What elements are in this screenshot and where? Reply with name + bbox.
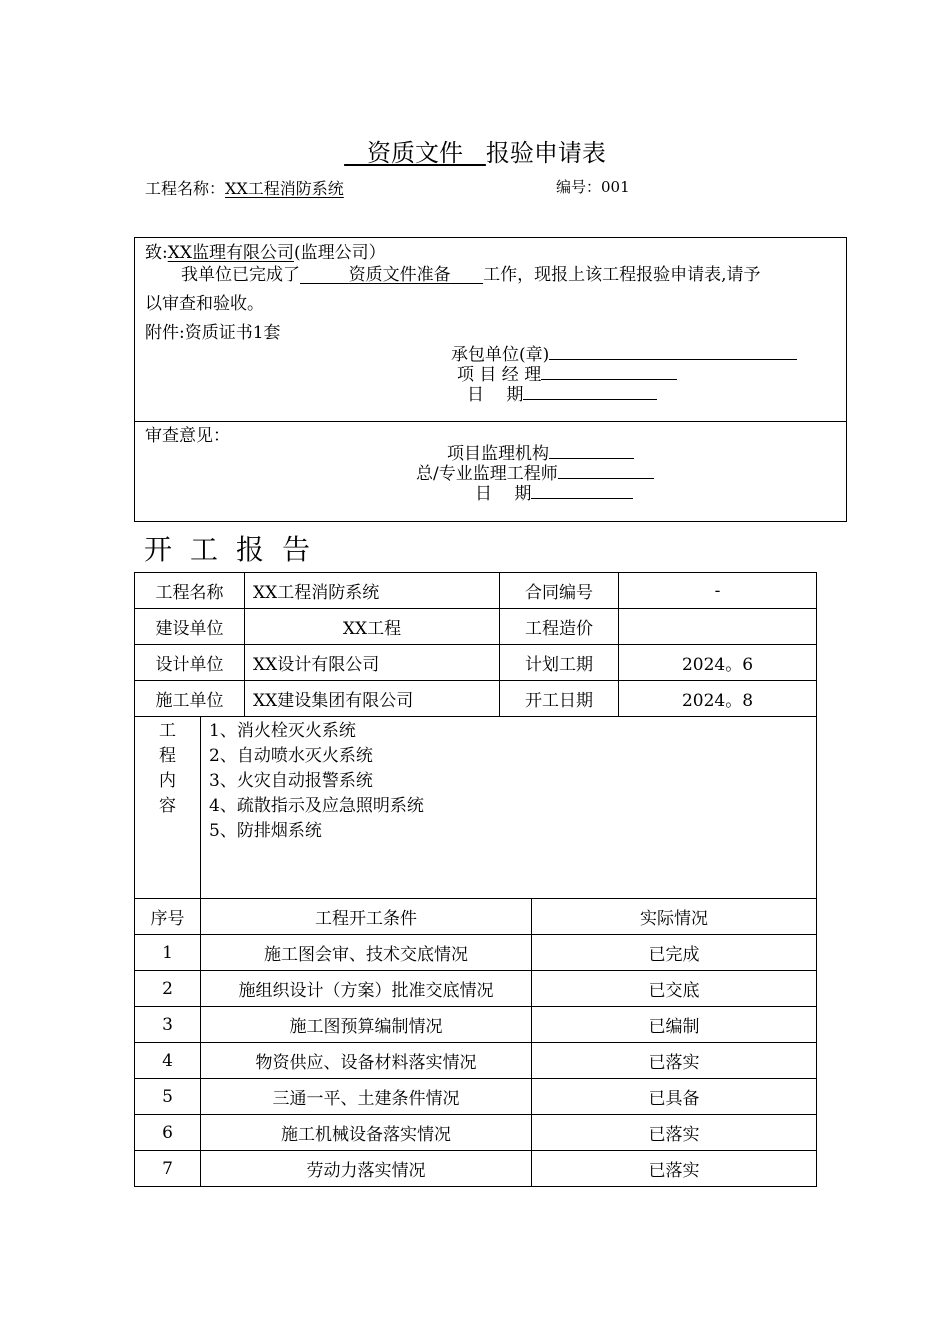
project-name-row <box>145 176 344 199</box>
header-no: 序号 <box>135 899 201 935</box>
row-no: 4 <box>135 1043 201 1079</box>
info-row <box>135 573 817 609</box>
review-date-row <box>475 479 633 504</box>
row-no: 1 <box>135 935 201 971</box>
conditions-header-row <box>135 899 817 935</box>
row-status: 已落实 <box>532 1115 817 1151</box>
info-row <box>135 645 817 681</box>
report-title: 开工报告 <box>144 533 329 566</box>
title-suffix: 报验申请表 <box>485 139 606 167</box>
info-value: 2024。6 <box>619 645 817 681</box>
info-label: 合同编号 <box>500 573 619 609</box>
content-label-char: 程 <box>159 746 176 766</box>
info-value: XX设计有限公司 <box>245 645 500 681</box>
date-row <box>467 380 657 405</box>
row-condition: 三通一平、土建条件情况 <box>201 1079 532 1115</box>
serial-value: 001 <box>601 178 630 196</box>
supervision-org-line <box>549 442 634 459</box>
pm-label: 项 目 经 理 <box>457 365 542 385</box>
info-row <box>135 609 817 645</box>
application-box <box>134 237 847 422</box>
info-value: XX工程消防系统 <box>245 573 500 609</box>
table-row <box>135 1115 817 1151</box>
review-box <box>134 421 847 522</box>
content-row <box>135 717 817 899</box>
content-item: 4、疏散指示及应急照明系统 <box>209 796 424 816</box>
attachment: 附件:资质证书1套 <box>145 323 281 343</box>
content-label-char: 容 <box>159 796 176 816</box>
row-status: 已具备 <box>532 1079 817 1115</box>
row-status: 已落实 <box>532 1151 817 1187</box>
content-label-char: 内 <box>159 771 176 791</box>
table-row <box>135 971 817 1007</box>
contractor-signature-line <box>549 343 797 360</box>
row-no: 3 <box>135 1007 201 1043</box>
body-suffix: 工作，现报上该工程报验申请表,请予 <box>483 265 761 285</box>
project-name-value: XX工程消防系统 <box>225 179 344 198</box>
content-list <box>201 717 817 899</box>
info-label: 设计单位 <box>135 645 245 681</box>
info-value <box>619 609 817 645</box>
application-title <box>0 133 950 168</box>
review-date-line <box>531 482 633 499</box>
content-label-char: 工 <box>159 721 176 741</box>
table-row <box>135 1007 817 1043</box>
report-conditions-table <box>134 716 817 1187</box>
info-label: 计划工期 <box>500 645 619 681</box>
content-item: 1、消火栓灭火系统 <box>209 721 356 741</box>
info-value: XX工程 <box>245 609 500 645</box>
content-item: 3、火灾自动报警系统 <box>209 771 373 791</box>
header-status: 实际情况 <box>532 899 817 935</box>
pm-signature-line <box>541 363 677 380</box>
content-item: 2、自动喷水灭火系统 <box>209 746 373 766</box>
info-label: 工程名称 <box>135 573 245 609</box>
engineer-label: 总/专业监理工程师 <box>416 464 558 484</box>
info-value: 2024。8 <box>619 681 817 717</box>
contractor-label: 承包单位(章) <box>451 345 550 365</box>
content-item: 5、防排烟系统 <box>209 821 322 841</box>
to-suffix: (监理公司） <box>293 243 386 263</box>
serial-label: 编号： <box>556 178 602 196</box>
row-no: 5 <box>135 1079 201 1115</box>
info-value: - <box>619 573 817 609</box>
review-date-label: 日 期 <box>475 484 532 504</box>
to-value: XX监理有限公司 <box>167 243 294 263</box>
row-status: 已编制 <box>532 1007 817 1043</box>
review-label: 审查意见： <box>145 426 230 446</box>
project-name-label: 工程名称： <box>145 179 226 198</box>
row-no: 6 <box>135 1115 201 1151</box>
row-condition: 施工图会审、技术交底情况 <box>201 935 532 971</box>
info-value: XX建设集团有限公司 <box>245 681 500 717</box>
body-item: 资质文件准备 <box>348 265 451 285</box>
body-line-1 <box>181 260 760 285</box>
table-row <box>135 935 817 971</box>
content-label <box>135 717 201 899</box>
row-no: 2 <box>135 971 201 1007</box>
body-line-2: 以审查和验收。 <box>145 294 264 314</box>
info-label: 施工单位 <box>135 681 245 717</box>
serial-number <box>556 176 630 197</box>
header-condition: 工程开工条件 <box>201 899 532 935</box>
row-status: 已完成 <box>532 935 817 971</box>
row-status: 已落实 <box>532 1043 817 1079</box>
row-status: 已交底 <box>532 971 817 1007</box>
date-line <box>523 383 657 400</box>
row-condition: 劳动力落实情况 <box>201 1151 532 1187</box>
title-prefix: 资质文件 <box>367 139 463 167</box>
engineer-line <box>558 462 654 479</box>
row-condition: 施工机械设备落实情况 <box>201 1115 532 1151</box>
info-label: 建设单位 <box>135 609 245 645</box>
report-info-table <box>134 572 817 717</box>
row-condition: 施工图预算编制情况 <box>201 1007 532 1043</box>
body-prefix: 我单位已完成了 <box>181 265 300 285</box>
row-condition: 施组织设计（方案）批准交底情况 <box>201 971 532 1007</box>
supervision-org-label: 项目监理机构 <box>447 444 549 464</box>
row-no: 7 <box>135 1151 201 1187</box>
row-condition: 物资供应、设备材料落实情况 <box>201 1043 532 1079</box>
table-row <box>135 1043 817 1079</box>
info-label: 工程造价 <box>500 609 619 645</box>
info-label: 开工日期 <box>500 681 619 717</box>
table-row <box>135 1151 817 1187</box>
date-label: 日 期 <box>467 385 524 405</box>
table-row <box>135 1079 817 1115</box>
info-row <box>135 681 817 717</box>
to-label: 致: <box>145 243 168 263</box>
